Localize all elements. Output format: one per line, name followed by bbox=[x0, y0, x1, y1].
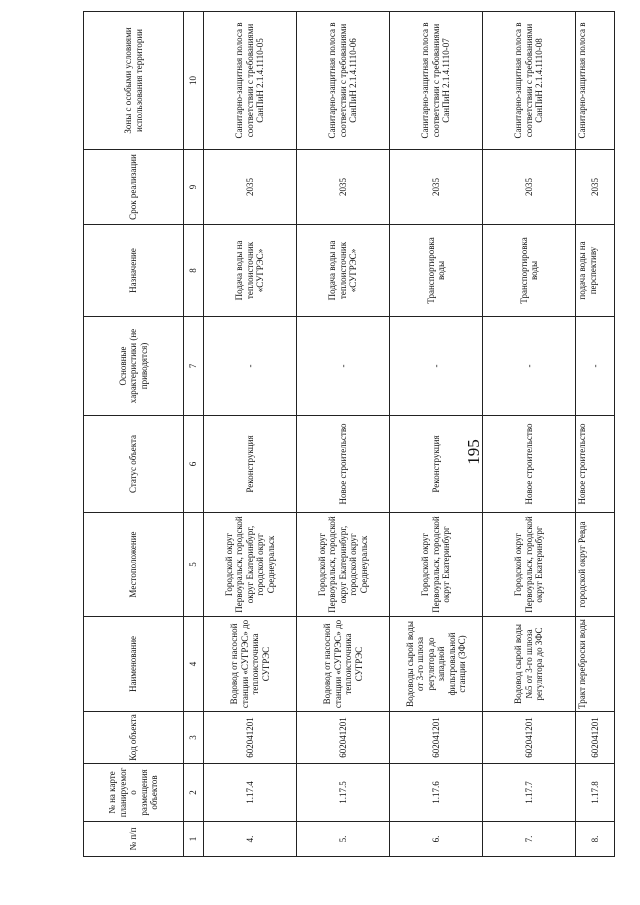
table-cell: Подача воды на теплоисточник «СУГРЭС» bbox=[297, 225, 390, 317]
header-cell: Назначение bbox=[84, 225, 184, 317]
table-cell: 2035 bbox=[390, 150, 483, 225]
page-number: 195 bbox=[464, 439, 483, 465]
column-number: 8 bbox=[184, 225, 204, 317]
column-number: 2 bbox=[184, 764, 204, 822]
table-cell: Водовод от насосной станции «СУГРЭС» до теплоисточника СУГРЭС bbox=[204, 617, 297, 712]
table-cell: 1.17.5 bbox=[297, 764, 390, 822]
table-cell: - bbox=[390, 317, 483, 416]
table-cell: 2035 bbox=[483, 150, 576, 225]
table-cell: Санитарно-защитная полоса в bbox=[576, 12, 615, 150]
table-cell: Городской округ Первоуральск, городской округ Екатеринбург, городской округ Среднеуральск bbox=[297, 513, 390, 617]
header-cell: № п/п bbox=[84, 822, 184, 857]
table-cell: Городской округ Первоуральск, городской округ Екатеринбург bbox=[390, 513, 483, 617]
table-row bbox=[483, 12, 576, 857]
header-cell: № на карте планируемого размещения объектов bbox=[84, 764, 184, 822]
table-cell: Подача воды на теплоисточник «СУГРЭС» bbox=[204, 225, 297, 317]
table-cell: 4. bbox=[204, 822, 297, 857]
header-row bbox=[84, 12, 184, 857]
table-cell: Санитарно-защитная полоса в соответствии с требованиями СанПиН 2.1.4.1110-07 bbox=[390, 12, 483, 150]
table-cell: Водоводы сырой воды от 3-го шлюза регулятора до западной фильтровальной станции (ЗФС) bbox=[390, 617, 483, 712]
table-cell: Городской округ Первоуральск, городской округ Екатеринбург bbox=[483, 513, 576, 617]
header-cell: Наименование bbox=[84, 617, 184, 712]
header-cell: Основные характеристики (не приводятся) bbox=[84, 317, 184, 416]
column-number: 1 bbox=[184, 822, 204, 857]
table-cell: - bbox=[297, 317, 390, 416]
table-row bbox=[576, 12, 615, 857]
table-row bbox=[297, 12, 390, 857]
column-number: 5 bbox=[184, 513, 204, 617]
table-cell: Новое строительство bbox=[576, 416, 615, 513]
table-cell: Санитарно-защитная полоса в соответствии с требованиями СанПиН 2.1.4.1110-08 bbox=[483, 12, 576, 150]
table-cell: городской округ Ревда bbox=[576, 513, 615, 617]
table-cell: Транспортировка воды bbox=[390, 225, 483, 317]
table-cell: Водовод сырой воды №5 от 3-го шлюза регулятора до ЗФС bbox=[483, 617, 576, 712]
column-number: 9 bbox=[184, 150, 204, 225]
table-cell: 602041201 bbox=[576, 712, 615, 764]
header-cell: Срок реализации bbox=[84, 150, 184, 225]
table-cell: Санитарно-защитная полоса в соответствии с требованиями СанПиН 2.1.4.1110-06 bbox=[297, 12, 390, 150]
table-cell: 5. bbox=[297, 822, 390, 857]
table-cell: подача воды на перспективу bbox=[576, 225, 615, 317]
table-cell: 1.17.6 bbox=[390, 764, 483, 822]
table-cell: Новое строительство bbox=[297, 416, 390, 513]
table-cell: 602041201 bbox=[204, 712, 297, 764]
table-cell: Новое строительство bbox=[483, 416, 576, 513]
objects-table bbox=[83, 11, 615, 857]
table-cell: 7. bbox=[483, 822, 576, 857]
column-number: 3 bbox=[184, 712, 204, 764]
table-cell: 8. bbox=[576, 822, 615, 857]
table-cell: 2035 bbox=[576, 150, 615, 225]
column-number: 7 bbox=[184, 317, 204, 416]
column-number: 6 bbox=[184, 416, 204, 513]
table-cell: 1.17.8 bbox=[576, 764, 615, 822]
header-cell: Код объекта bbox=[84, 712, 184, 764]
table-cell: - bbox=[483, 317, 576, 416]
table-cell: 2035 bbox=[297, 150, 390, 225]
table-cell: Реконструкция bbox=[390, 416, 483, 513]
column-number-row bbox=[184, 12, 204, 857]
table-row bbox=[390, 12, 483, 857]
table-cell: Транспортировка воды bbox=[483, 225, 576, 317]
table-cell: 6. bbox=[390, 822, 483, 857]
column-number: 4 bbox=[184, 617, 204, 712]
table-cell: 2035 bbox=[204, 150, 297, 225]
table-cell: 1.17.4 bbox=[204, 764, 297, 822]
rotated-table-container bbox=[83, 12, 601, 857]
table-cell: 602041201 bbox=[297, 712, 390, 764]
column-number: 10 bbox=[184, 12, 204, 150]
header-cell: Статус объекта bbox=[84, 416, 184, 513]
table-cell: Реконструкция bbox=[204, 416, 297, 513]
table-cell: - bbox=[576, 317, 615, 416]
table-cell: Тракт переброски воды bbox=[576, 617, 615, 712]
table-cell: - bbox=[204, 317, 297, 416]
table-cell: Городской округ Первоуральск, городской округ Екатеринбург, городской округ Среднеуральск bbox=[204, 513, 297, 617]
header-cell: Местоположение bbox=[84, 513, 184, 617]
table-cell: Водовод от насосной станции «СУГРЭС» до теплоисточника СУГРЭС bbox=[297, 617, 390, 712]
table-row bbox=[204, 12, 297, 857]
header-cell: Зоны с особыми условиями использования территории bbox=[84, 12, 184, 150]
table-cell: 602041201 bbox=[390, 712, 483, 764]
table-cell: 602041201 bbox=[483, 712, 576, 764]
table-cell: 1.17.7 bbox=[483, 764, 576, 822]
table-cell: Санитарно-защитная полоса в соответствии с требованиями СанПиН 2.1.4.1110-05 bbox=[204, 12, 297, 150]
